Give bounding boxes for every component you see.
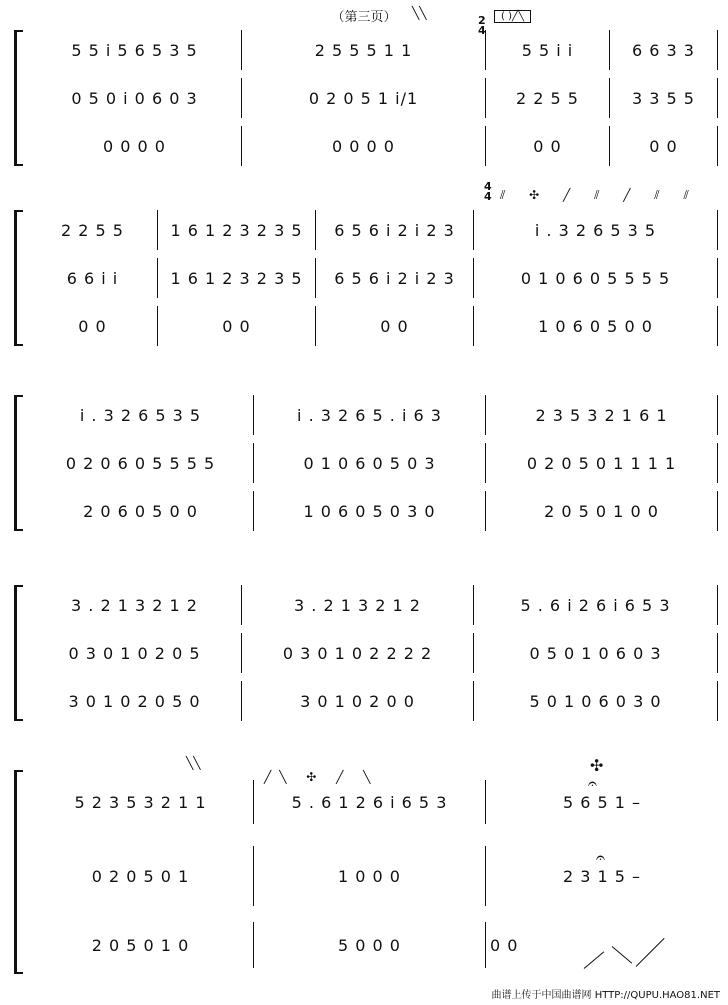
measure <box>486 443 718 483</box>
measure <box>254 780 486 824</box>
notes: 2 0 5 0 1 0 0 <box>544 501 659 521</box>
notes: 2 2 5 5 <box>61 220 124 240</box>
time-signature: 2 4 <box>478 14 486 37</box>
staff-middle <box>28 443 718 483</box>
page-title: （第三页） <box>331 10 397 25</box>
notes: 2 3 5 3 2 1 6 1 <box>535 405 668 425</box>
fermata-icon: 𝄐 <box>588 774 597 793</box>
notes: 0 2 0 5 1 i/1 <box>308 88 419 108</box>
staff-lower <box>28 681 718 721</box>
measure <box>28 210 158 250</box>
score-system-3 <box>0 395 728 535</box>
measure <box>486 395 718 435</box>
measure <box>486 78 610 118</box>
measure <box>28 395 254 435</box>
measure <box>486 922 718 968</box>
measure <box>28 922 254 968</box>
measure <box>486 846 718 906</box>
notes: 2 5 5 5 1 1 <box>314 40 413 60</box>
measure <box>28 633 242 673</box>
notes: i . 3 2 6 5 3 5 <box>534 220 657 240</box>
notes: 0 0 0 0 <box>332 136 395 156</box>
notes: 2 0 6 0 5 0 0 <box>83 501 198 521</box>
system-bracket <box>14 30 23 166</box>
notes: 3 . 2 1 3 2 1 2 <box>71 595 198 615</box>
measure <box>254 491 486 531</box>
measure <box>610 126 718 166</box>
notes: 1 0 6 0 5 0 0 <box>538 316 653 336</box>
measure <box>474 210 718 250</box>
staff-upper <box>28 210 718 250</box>
ornament-mark: ╲╲ <box>412 6 427 20</box>
score-system-5 <box>0 756 728 980</box>
measure <box>474 633 718 673</box>
measure <box>158 210 316 250</box>
system-bracket <box>14 770 23 974</box>
staff-lower <box>28 126 718 166</box>
notes: 3 0 1 0 2 0 0 <box>300 691 415 711</box>
measure <box>242 78 486 118</box>
system-bracket <box>14 585 23 721</box>
time-signature: 4 4 <box>484 180 492 203</box>
staff-upper <box>28 30 718 70</box>
measure <box>158 258 316 298</box>
measure <box>28 30 242 70</box>
notes: 1 0 6 0 5 0 3 0 <box>303 501 436 521</box>
notes: 6 5 6 i 2 i 2 3 <box>334 268 455 288</box>
notes: 0 0 <box>380 316 409 336</box>
fermata-icon: 𝄐 <box>596 848 605 867</box>
notes: 2 2 5 5 <box>516 88 579 108</box>
measure <box>242 30 486 70</box>
notes: 0 1 0 6 0 5 0 3 <box>303 453 436 473</box>
staff-upper <box>28 780 718 824</box>
measure <box>242 633 474 673</box>
measure <box>158 306 316 346</box>
measure <box>316 306 474 346</box>
ornament-mark: ╲╲ <box>186 756 201 770</box>
staff-upper <box>28 585 718 625</box>
notes: 0 1 0 6 0 5 5 5 5 <box>520 268 671 288</box>
notes: 6 6 3 3 <box>632 40 695 60</box>
measure <box>316 210 474 250</box>
staff-middle <box>28 258 718 298</box>
notes: 5 6 5 1 – <box>562 792 642 812</box>
notes: 0 0 <box>222 316 251 336</box>
measure <box>474 585 718 625</box>
measure <box>28 258 158 298</box>
measure <box>254 443 486 483</box>
system-bracket <box>14 395 23 531</box>
measure <box>486 491 718 531</box>
measure <box>242 585 474 625</box>
notes: 0 2 0 6 0 5 5 5 5 <box>65 453 216 473</box>
ornament-mark: ( )╱╲ <box>494 10 531 23</box>
notes: 0 0 <box>78 316 107 336</box>
notes: 5 . 6 1 2 6 i 6 5 3 <box>291 792 448 812</box>
notes: 5 . 6 i 2 6 i 6 5 3 <box>520 595 671 615</box>
notes: 1 6 1 2 3 2 3 5 <box>170 220 303 240</box>
notes: 0 3 0 1 0 2 2 2 2 <box>282 643 433 663</box>
staff-upper <box>28 395 718 435</box>
measure <box>254 922 486 968</box>
notes: 5 0 1 0 6 0 3 0 <box>529 691 662 711</box>
measure <box>254 395 486 435</box>
ornament-mark: ⫽ ✣ ╱ ⫽ ╱ ⫽ ⫽ <box>500 188 699 202</box>
measure <box>28 78 242 118</box>
notes: 0 5 0 1 0 6 0 3 <box>529 643 662 663</box>
measure <box>486 30 610 70</box>
measure <box>242 681 474 721</box>
measure <box>28 780 254 824</box>
notes: 0 3 0 1 0 2 0 5 <box>68 643 201 663</box>
notes: 5 0 0 0 <box>338 935 401 955</box>
notes: 0 2 0 5 0 1 <box>91 866 190 886</box>
notes: 0 0 <box>649 136 678 156</box>
measure <box>474 258 718 298</box>
measure <box>28 846 254 906</box>
staff-lower <box>28 491 718 531</box>
measure <box>486 780 718 824</box>
notes: 2 0 5 0 1 0 <box>91 935 190 955</box>
notes: 0 2 0 5 0 1 1 1 1 <box>526 453 677 473</box>
staff-middle <box>28 846 718 906</box>
ornament-mark: ╱╲ ✣ ╱ ╲ <box>264 770 379 784</box>
measure <box>474 681 718 721</box>
measure <box>28 681 242 721</box>
measure <box>242 126 486 166</box>
measure <box>28 126 242 166</box>
notes: 5 5 i 5 6 5 3 5 <box>71 40 198 60</box>
notes: i . 3 2 6 5 3 5 <box>79 405 202 425</box>
notes: 6 6 i i <box>66 268 119 288</box>
measure <box>28 585 242 625</box>
staff-middle <box>28 78 718 118</box>
notes: 2 3 1 5 – <box>562 866 642 886</box>
notes: 0 5 0 i 0 6 0 3 <box>71 88 198 108</box>
notes: 0 0 0 0 <box>103 136 166 156</box>
notes: 6 5 6 i 2 i 2 3 <box>334 220 455 240</box>
measure <box>28 443 254 483</box>
notes: 3 3 5 5 <box>632 88 695 108</box>
notes: 5 5 i i <box>521 40 574 60</box>
staff-lower <box>28 922 718 968</box>
measure <box>486 126 610 166</box>
measure <box>316 258 474 298</box>
notes: 3 . 2 1 3 2 1 2 <box>294 595 421 615</box>
measure <box>610 78 718 118</box>
fermata-icon: ✣ <box>590 756 604 775</box>
measure <box>28 306 158 346</box>
measure <box>28 491 254 531</box>
footer-watermark: 曲谱上传于中国曲谱网 HTTP://QUPU.HAO81.NET <box>491 990 720 1001</box>
staff-lower <box>28 306 718 346</box>
measure <box>610 30 718 70</box>
notes: 0 0 <box>533 136 562 156</box>
notes: 0 0 <box>490 935 519 955</box>
notes: 1 0 0 0 <box>338 866 401 886</box>
notes: 1 6 1 2 3 2 3 5 <box>170 268 303 288</box>
notes: 3 0 1 0 2 0 5 0 <box>68 691 201 711</box>
measure <box>474 306 718 346</box>
staff-middle <box>28 633 718 673</box>
system-bracket <box>14 210 23 346</box>
score-system-2 <box>0 180 728 350</box>
score-system-4 <box>0 585 728 725</box>
measure <box>254 846 486 906</box>
notes: 5 2 3 5 3 2 1 1 <box>74 792 207 812</box>
notes: i . 3 2 6 5 . i 6 3 <box>297 405 442 425</box>
